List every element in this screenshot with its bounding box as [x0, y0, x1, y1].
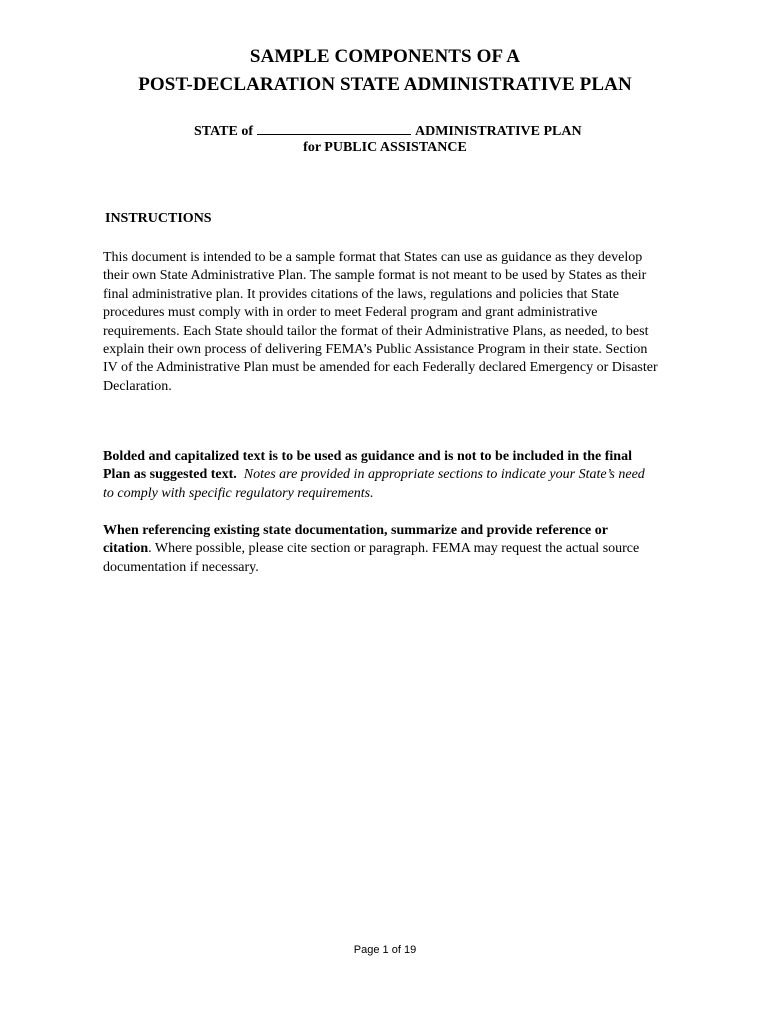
paragraph-line: procedures must comply with in order to meet Federal program and grant administrative: [103, 305, 598, 321]
state-plan-line: [194, 121, 582, 141]
guidance-note-bold-line: Bolded and capitalized text is to be used as guidance and is not to be included in the final: [103, 449, 632, 464]
reference-note-bold-line: When referencing existing state documentation, summarize and provide reference or: [103, 523, 608, 538]
paragraph-line: IV of the Administrative Plan must be amended for each Federally declared Emergency or Disaster: [103, 360, 658, 376]
state-name-blank: [257, 121, 411, 135]
reference-note-bold-text: citation: [103, 541, 149, 557]
guidance-note-italic-line: to comply with specific regulatory requirements.: [103, 485, 374, 501]
page-number: Page 1 of 19: [353, 944, 417, 956]
state-suffix: ADMINISTRATIVE PLAN: [415, 124, 582, 139]
guidance-note-mixed-line: [103, 466, 703, 484]
paragraph-line: Declaration.: [103, 378, 172, 394]
paragraph-line: requirements. Each State should tailor the format of their Administrative Plans, as needed, to best: [103, 323, 649, 339]
reference-note-line: documentation if necessary.: [103, 559, 259, 575]
document-title-line-2: POST-DECLARATION STATE ADMINISTRATIVE PLAN: [138, 74, 632, 95]
paragraph-line: This document is intended to be a sample format that States can use as guidance as they develop: [103, 250, 643, 265]
reference-note-text: . Where possible, please cite section or paragraph. FEMA may request the actual source: [148, 541, 640, 557]
instructions-paragraph-2: [103, 448, 703, 503]
reference-note-mixed-line: [103, 540, 703, 558]
guidance-note-bold-text: Plan as suggested text.: [103, 467, 237, 483]
instructions-heading: INSTRUCTIONS: [105, 211, 212, 226]
plan-subject-line: for PUBLIC ASSISTANCE: [303, 140, 467, 155]
instructions-paragraph-1: [103, 249, 703, 396]
instructions-paragraph-3: [103, 522, 703, 577]
paragraph-line: final administrative plan. It provides citations of the laws, regulations and policies that State: [103, 286, 619, 302]
paragraph-line: their own State Administrative Plan. The sample format is not meant to be used by States as their: [103, 268, 647, 284]
document-title-line-1: SAMPLE COMPONENTS OF A: [249, 46, 521, 67]
state-prefix: STATE of: [194, 124, 253, 139]
guidance-note-italic-text: Notes are provided in appropriate sections to indicate your State’s need: [243, 467, 645, 483]
paragraph-line: explain their own process of delivering FEMA’s Public Assistance Program in their state. Section: [103, 342, 648, 358]
